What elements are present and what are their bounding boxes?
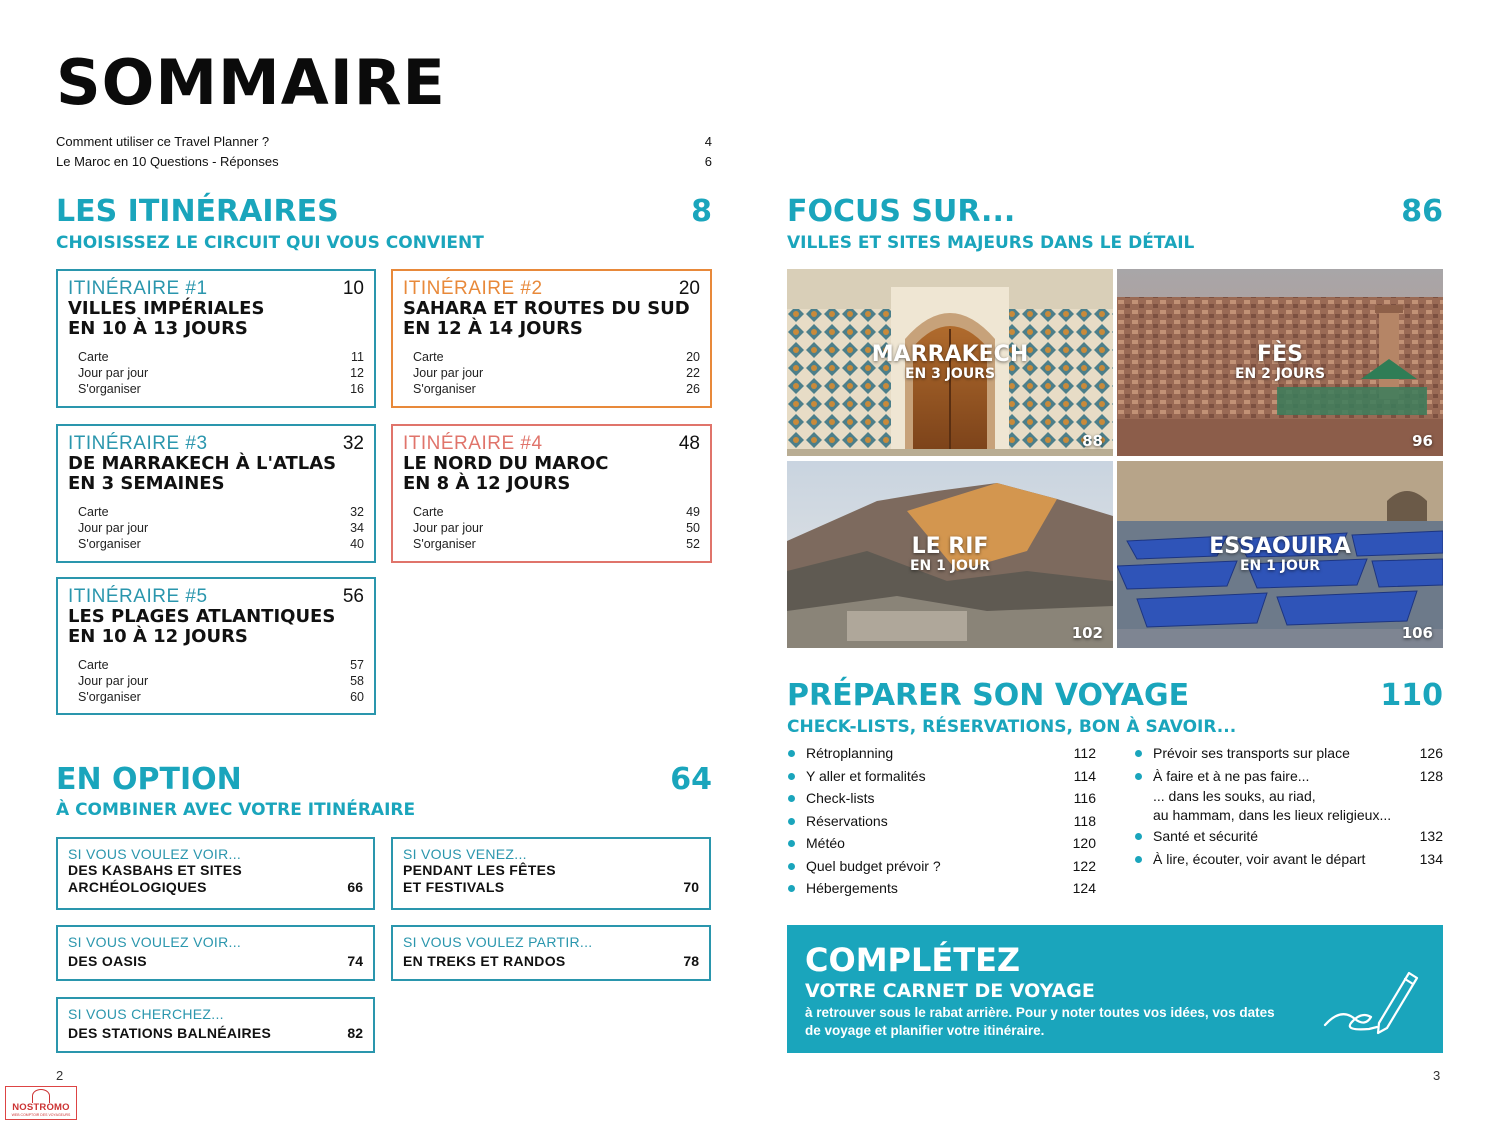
option-page: 82 (347, 1025, 363, 1041)
sub-page: 49 (686, 505, 700, 519)
city-name: MARRAKECH (871, 342, 1029, 367)
list-item[interactable] (1135, 848, 1443, 871)
option-page: 64 (670, 762, 712, 797)
list-item-label: À lire, écouter, voir avant le départ (1135, 848, 1365, 871)
city-page: 106 (1401, 624, 1433, 642)
sub-label: Jour par jour (78, 674, 149, 688)
city-duration: EN 1 JOUR (909, 558, 991, 574)
city-name: FÈS (1257, 342, 1303, 367)
list-item-label: Rétroplanning (788, 742, 893, 765)
list-item-page: 120 (1072, 835, 1096, 851)
sub-label: S'organiser (413, 382, 476, 396)
sub-page: 11 (351, 350, 364, 364)
logo-tagline: WEB COMPTOIR DES VOYAGEURS (11, 1113, 71, 1117)
sub-label: Jour par jour (413, 366, 484, 380)
list-item-label: Y aller et formalités (788, 765, 926, 788)
itinerary-duration: EN 3 SEMAINES (68, 473, 225, 494)
carnet-banner[interactable] (787, 925, 1443, 1053)
list-item-page: 112 (1073, 745, 1096, 761)
option-title: EN OPTION (56, 762, 242, 797)
option-heading: EN TREKS ET RANDOS (403, 953, 566, 969)
option-card-5[interactable] (56, 997, 375, 1053)
city-card-marrakech[interactable] (787, 269, 1113, 456)
sub-entry[interactable] (78, 365, 364, 381)
list-item-page: 118 (1073, 812, 1096, 829)
itineraires-page: 8 (691, 194, 712, 229)
sub-page: 16 (350, 382, 364, 396)
sub-page: 57 (350, 658, 364, 672)
city-card-fes[interactable] (1117, 269, 1443, 456)
sub-entry[interactable] (78, 536, 364, 552)
list-item-page: 128 (1419, 767, 1443, 784)
banner-title: COMPLÉTEZ (805, 941, 1021, 979)
sub-label: Jour par jour (413, 521, 484, 535)
intro-entry[interactable] (56, 154, 712, 169)
itinerary-card-1[interactable] (56, 269, 376, 408)
sub-label: S'organiser (413, 537, 476, 551)
list-item[interactable] (788, 855, 1096, 878)
itinerary-duration: EN 12 À 14 JOURS (403, 318, 583, 339)
itinerary-title: SAHARA ET ROUTES DU SUD (403, 298, 690, 319)
sub-entry[interactable] (78, 689, 364, 705)
list-item-label: Quel budget prévoir ? (788, 855, 941, 878)
globe-icon (32, 1089, 50, 1103)
preparer-subtitle: CHECK-LISTS, RÉSERVATIONS, BON À SAVOIR... (787, 717, 1237, 737)
itinerary-duration: EN 8 À 12 JOURS (403, 473, 571, 494)
preparer-page: 110 (1380, 678, 1443, 713)
sub-label: Jour par jour (78, 366, 149, 380)
itinerary-card-2[interactable] (391, 269, 712, 408)
itinerary-page: 56 (342, 586, 364, 607)
intro-label: Comment utiliser ce Travel Planner ? (56, 134, 270, 149)
itinerary-card-5[interactable] (56, 577, 376, 715)
focus-subtitle: VILLES ET SITES MAJEURS DANS LE DÉTAIL (787, 233, 1195, 253)
option-label: SI VOUS CHERCHEZ... (68, 1006, 224, 1022)
sub-entry[interactable] (78, 520, 364, 536)
city-duration: EN 3 JOURS (904, 366, 996, 382)
list-item-continuation: ... dans les souks, au riad, (1153, 788, 1316, 804)
sub-label: S'organiser (78, 690, 141, 704)
banner-subtitle: VOTRE CARNET DE VOYAGE (805, 980, 1095, 1002)
banner-text-line-2: de voyage et planifier votre itinéraire. (805, 1023, 1045, 1038)
itinerary-card-4[interactable] (391, 424, 712, 563)
city-page: 102 (1071, 624, 1103, 642)
sub-page: 12 (350, 366, 364, 380)
list-item-label: Prévoir ses transports sur place (1135, 742, 1350, 765)
sub-entry[interactable] (78, 349, 364, 365)
sub-page: 52 (686, 537, 700, 551)
sub-page: 26 (686, 382, 700, 396)
list-item[interactable] (788, 810, 1096, 833)
intro-page: 4 (704, 134, 712, 149)
itinerary-label: ITINÉRAIRE #3 (68, 433, 208, 454)
city-page: 96 (1412, 432, 1433, 450)
sub-entry[interactable] (413, 349, 700, 365)
sub-label: Carte (78, 505, 109, 519)
itinerary-label: ITINÉRAIRE #2 (403, 278, 543, 299)
sub-entry[interactable] (413, 520, 700, 536)
city-card-le-rif[interactable] (787, 461, 1113, 648)
pen-signature-icon (1321, 967, 1421, 1037)
preparer-title: PRÉPARER SON VOYAGE (787, 678, 1190, 713)
itineraires-subtitle: CHOISISSEZ LE CIRCUIT QUI VOUS CONVIENT (56, 233, 484, 253)
itinerary-label: ITINÉRAIRE #4 (403, 433, 543, 454)
sub-label: Carte (78, 658, 109, 672)
sub-label: S'organiser (78, 382, 141, 396)
sub-entry[interactable] (413, 504, 700, 520)
sub-page: 60 (350, 690, 364, 704)
sub-entry[interactable] (78, 381, 364, 397)
logo-name: NOSTROMO (12, 1102, 70, 1113)
list-item-page: 114 (1073, 767, 1096, 784)
itinerary-duration: EN 10 À 12 JOURS (68, 626, 248, 647)
itinerary-duration: EN 10 À 13 JOURS (68, 318, 248, 339)
option-heading: PENDANT LES FÊTES (403, 862, 556, 878)
option-subtitle: À COMBINER AVEC VOTRE ITINÉRAIRE (56, 800, 416, 820)
sub-entry[interactable] (78, 504, 364, 520)
list-item[interactable] (1135, 742, 1443, 765)
intro-label: Le Maroc en 10 Questions - Réponses (56, 154, 279, 169)
itinerary-page: 10 (342, 278, 364, 299)
list-item-label: Santé et sécurité (1135, 825, 1258, 848)
list-item-page: 126 (1419, 745, 1443, 761)
city-name: LE RIF (911, 534, 989, 559)
sub-page: 34 (350, 521, 364, 535)
list-item[interactable] (788, 877, 1096, 900)
sub-page: 20 (686, 350, 700, 364)
list-item-page: 122 (1072, 857, 1096, 874)
city-card-essaouira[interactable] (1117, 461, 1443, 648)
itinerary-page: 20 (678, 278, 700, 299)
sub-entry[interactable] (413, 365, 700, 381)
list-item-continuation: au hammam, dans les lieux religieux... (1153, 807, 1392, 823)
itinerary-title: DE MARRAKECH À L'ATLAS (68, 453, 337, 474)
intro-entry[interactable] (56, 134, 712, 149)
sub-page: 50 (686, 521, 700, 535)
sub-page: 22 (686, 366, 700, 380)
banner-text-line-1: à retrouver sous le rabat arrière. Pour y noter toutes vos idées, vos dates (805, 1005, 1275, 1020)
city-page: 88 (1082, 432, 1103, 450)
itinerary-page: 32 (342, 433, 364, 454)
option-page: 78 (683, 953, 699, 969)
sub-entry[interactable] (413, 381, 700, 397)
list-item[interactable] (788, 742, 1096, 765)
city-duration: EN 1 JOUR (1239, 558, 1321, 574)
option-label: SI VOUS VENEZ... (403, 846, 527, 862)
sub-page: 40 (350, 537, 364, 551)
option-label: SI VOUS VOULEZ PARTIR... (403, 934, 593, 950)
sub-label: Jour par jour (78, 521, 149, 535)
list-item-page: 134 (1419, 850, 1443, 867)
sub-entry[interactable] (413, 536, 700, 552)
list-item-page: 116 (1073, 790, 1096, 806)
preparer-list-right (1135, 742, 1443, 870)
nostromo-logo (5, 1086, 77, 1120)
option-heading: DES KASBAHS ET SITES (68, 862, 243, 878)
list-item[interactable] (1135, 765, 1443, 788)
preparer-list-left (788, 742, 1096, 900)
list-item-label: Check-lists (788, 787, 874, 810)
option-label: SI VOUS VOULEZ VOIR... (68, 934, 242, 950)
option-card-4[interactable] (391, 925, 711, 981)
itinerary-title: LE NORD DU MAROC (403, 453, 609, 474)
sub-label: Carte (78, 350, 109, 364)
itinerary-label: ITINÉRAIRE #5 (68, 586, 208, 607)
itinerary-card-3[interactable] (56, 424, 376, 563)
itinerary-label: ITINÉRAIRE #1 (68, 278, 208, 299)
option-heading-2: ET FESTIVALS (403, 879, 505, 895)
sub-entry[interactable] (78, 673, 364, 689)
option-card-1[interactable] (56, 837, 375, 910)
list-item[interactable] (788, 765, 1096, 788)
list-item-label: À faire et à ne pas faire... (1135, 765, 1309, 788)
list-item-label: Réservations (788, 810, 888, 833)
sub-page: 32 (350, 505, 364, 519)
itinerary-page: 48 (678, 433, 700, 454)
sub-page: 58 (350, 674, 364, 688)
option-heading-2: ARCHÉOLOGIQUES (68, 879, 207, 895)
itinerary-title: VILLES IMPÉRIALES (68, 298, 265, 319)
city-duration: EN 2 JOURS (1234, 366, 1326, 382)
option-page: 70 (683, 879, 699, 895)
option-heading: DES OASIS (68, 953, 147, 969)
itinerary-title: LES PLAGES ATLANTIQUES (68, 606, 336, 627)
focus-title: FOCUS SUR... (787, 194, 1016, 229)
sub-label: S'organiser (78, 537, 141, 551)
list-item[interactable] (1135, 825, 1443, 848)
page-number-right: 3 (1433, 1068, 1441, 1083)
list-item-label: Météo (788, 832, 845, 855)
sub-label: Carte (413, 350, 444, 364)
option-card-2[interactable] (391, 837, 711, 910)
sub-entry[interactable] (78, 657, 364, 673)
option-card-3[interactable] (56, 925, 375, 981)
city-name: ESSAOUIRA (1209, 534, 1351, 559)
page-title: SOMMAIRE (56, 46, 446, 119)
intro-page: 6 (704, 154, 712, 169)
page-number-left: 2 (56, 1068, 64, 1083)
option-heading: DES STATIONS BALNÉAIRES (68, 1025, 272, 1041)
list-item-label: Hébergements (788, 877, 898, 900)
option-page: 66 (347, 879, 363, 895)
focus-page: 86 (1401, 194, 1443, 229)
banner-text (805, 1004, 1275, 1040)
itineraires-title: LES ITINÉRAIRES (56, 194, 339, 229)
list-item[interactable] (788, 832, 1096, 855)
option-page: 74 (347, 953, 363, 969)
list-item[interactable] (788, 787, 1096, 810)
list-item-page: 132 (1419, 828, 1443, 844)
sub-label: Carte (413, 505, 444, 519)
list-item-page: 124 (1072, 880, 1096, 896)
option-label: SI VOUS VOULEZ VOIR... (68, 846, 242, 862)
